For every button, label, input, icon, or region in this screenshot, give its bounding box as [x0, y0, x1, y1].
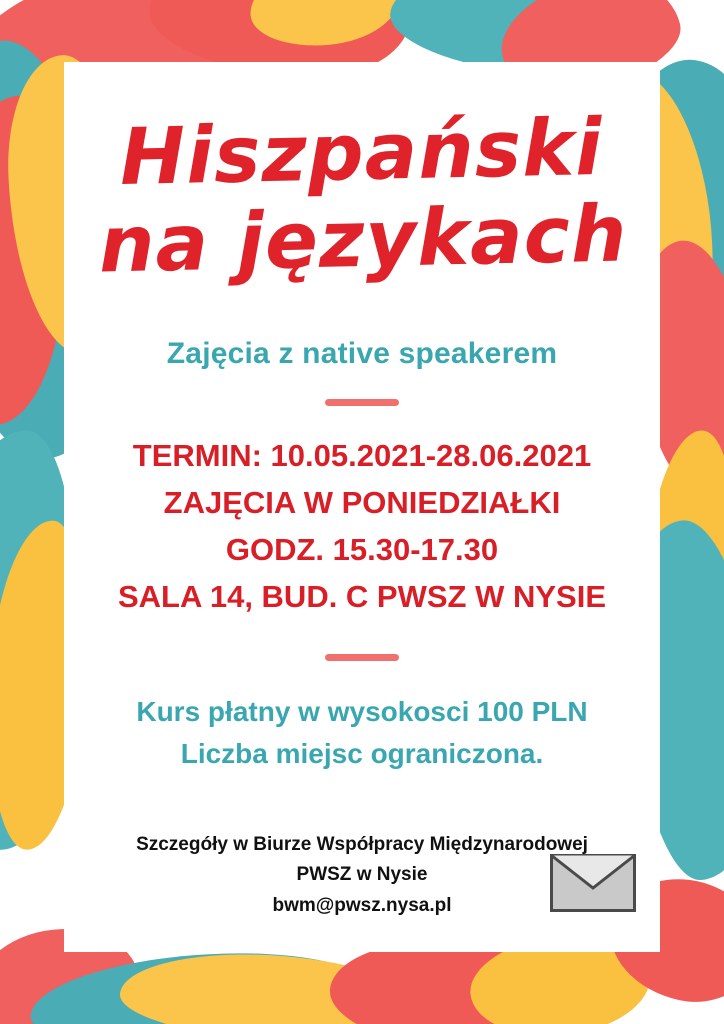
course-details: [118, 432, 606, 620]
detail-line-room: SALA 14, BUD. C PWSZ W NYSIE: [117, 579, 606, 615]
detail-line-hours: GODZ. 15.30-17.30: [225, 531, 499, 567]
footer-line-email: bwm@pwsz.nysa.pl: [272, 894, 452, 916]
contact-footer: [64, 830, 660, 921]
price-line-limit: Liczba miejsc ograniczona.: [180, 737, 544, 769]
footer-line-office: Szczegóły w Biurze Współpracy Międzynarodowej: [136, 834, 588, 856]
divider-bottom: [325, 654, 399, 661]
poster-subtitle: Zajęcia z native speakerem: [166, 336, 558, 370]
envelope-icon: [550, 854, 636, 912]
detail-line-term: TERMIN: 10.05.2021-28.06.2021: [132, 437, 592, 473]
footer-line-institution: PWSZ w Nysie: [296, 864, 428, 886]
poster-content: [64, 62, 660, 952]
price-info: [136, 691, 587, 774]
poster-title: Hiszpański na językach: [97, 102, 629, 291]
detail-line-day: ZAJĘCIA W PONIEDZIAŁKI: [163, 484, 561, 520]
divider-top: [325, 399, 399, 406]
price-line-cost: Kurs płatny w wysokosci 100 PLN: [136, 696, 588, 728]
